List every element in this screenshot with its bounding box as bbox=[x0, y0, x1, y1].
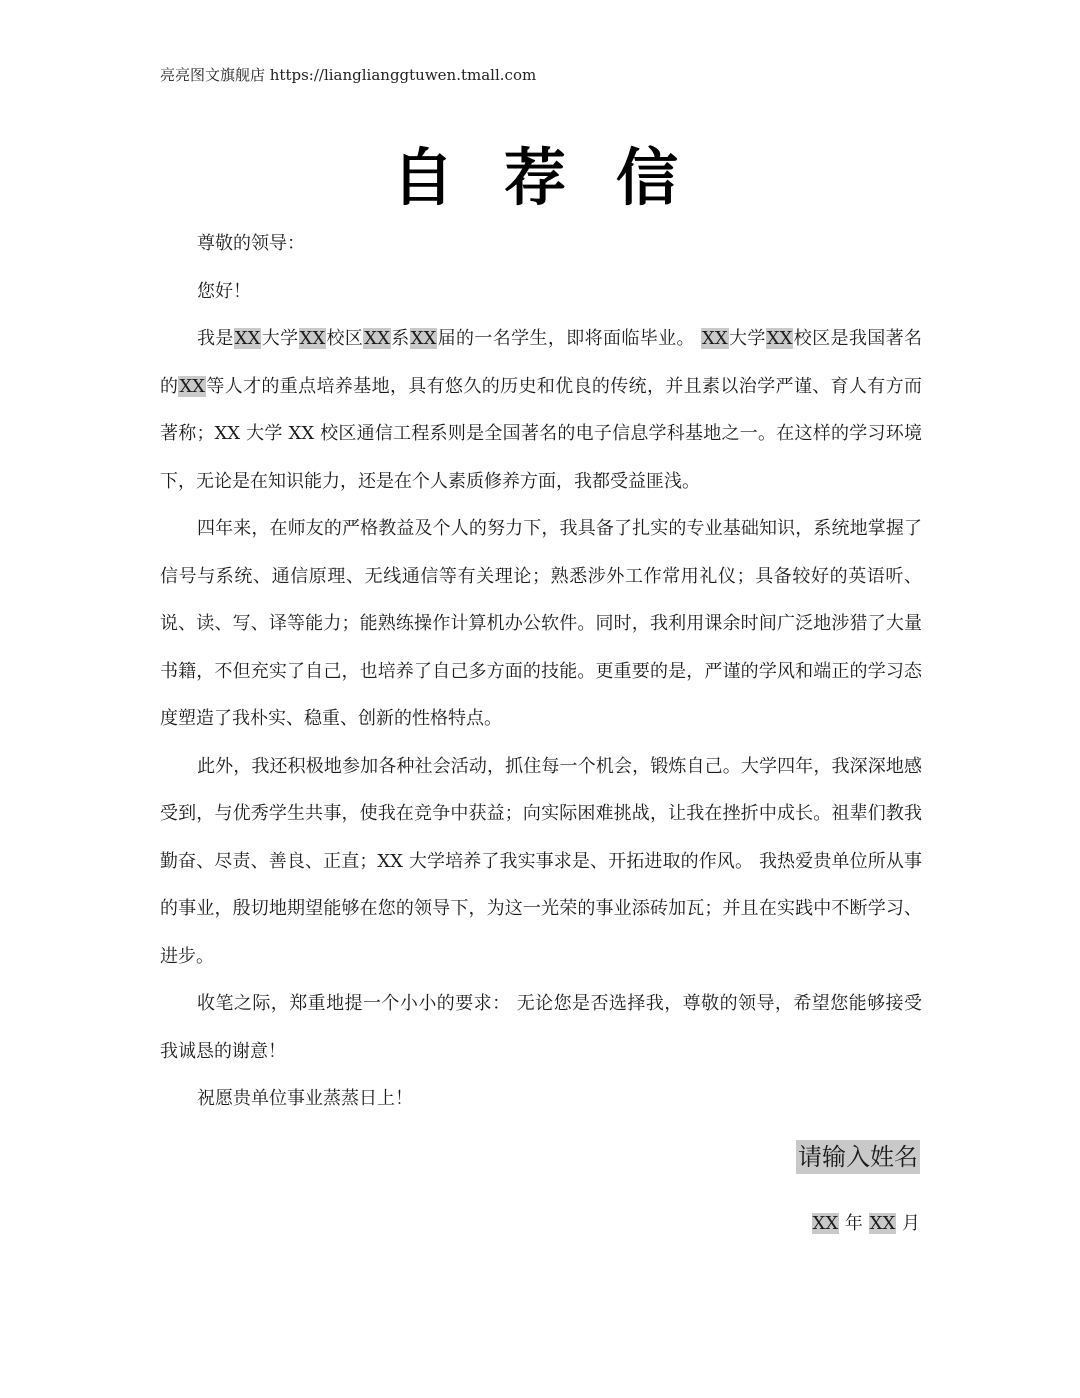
month-field[interactable]: XX bbox=[869, 1213, 896, 1234]
year-unit: 年 bbox=[844, 1213, 863, 1234]
paragraph-1 bbox=[160, 315, 922, 505]
text-run: 系 bbox=[390, 328, 410, 349]
text-run: 校区是我国著名的 bbox=[160, 328, 923, 397]
text-run: 我是 bbox=[197, 328, 234, 349]
paragraph-4: 收笔之际，郑重地提一个小小的要求： 无论您是否选择我，尊敬的领导，希望您能够接受我诚恳的谢意！ bbox=[160, 993, 922, 1062]
greeting: 您好！ bbox=[197, 280, 251, 302]
letter-body bbox=[160, 220, 922, 1123]
closing-line: 祝愿贵单位事业蒸蒸日上！ bbox=[197, 1088, 413, 1109]
signature-field[interactable]: 请输入姓名 bbox=[796, 1140, 920, 1174]
header-text: 亮亮图文旗舰店 https://lianglianggtuwen.tmall.com bbox=[160, 66, 537, 84]
text-run: 大学 bbox=[728, 328, 766, 349]
month-unit: 月 bbox=[902, 1213, 920, 1234]
paragraph-3: 此外，我还积极地参加各种社会活动，抓住每一个机会，锻炼自己。大学四年，我深深地感受到，与优秀学生共事，使我在竞争中获益；向实际困难挑战，让我在挫折中成长。祖辈们教我勤奋、尽责、善良、正直；XX 大学培养了我实事求是、开拓进取的作风。 我热爱贵单位所从事的事业，殷切地期望能够在您的领导下，为这一光荣的事业添砖加瓦；并且在实践中不断学习、进步。 bbox=[160, 755, 922, 967]
paragraph-2: 四年来，在师友的严格教益及个人的努力下，我具备了扎实的专业基础知识，系统地掌握了信号与系统、通信原理、无线通信等有关理论；熟悉涉外工作常用礼仪；具备较好的英语听、说、读、写、译等能力；能熟练操作计算机办公软件。同时，我利用课余时间广泛地涉猎了大量书籍，不但充实了自己，也培养了自己多方面的技能。更重要的是，严谨的学风和端正的学习态度塑造了我朴实、稳重、创新的性格特点。 bbox=[160, 518, 922, 729]
text-run: 等人才的重点培养基地，具有悠久的历史和优良的传统，并且素以治学严谨、育人有方而著称；XX 大学 XX 校区通信工程系则是全国著名的电子信息学科基地之一。在这样的学习环境下，无论是在知识能力，还是在个人素质修养方面，我都受益匪浅。 bbox=[160, 375, 922, 492]
page-title: 自荐信 bbox=[391, 141, 728, 214]
placeholder-field[interactable]: XX bbox=[702, 328, 728, 349]
text-run: 大学 bbox=[261, 328, 299, 349]
placeholder-field[interactable]: XX bbox=[364, 328, 390, 349]
text-run: 校区 bbox=[326, 328, 364, 349]
placeholder-field[interactable]: XX bbox=[766, 328, 793, 349]
placeholder-field[interactable]: XX bbox=[299, 328, 326, 349]
text-run: 届的一名学生，即将面临毕业。 bbox=[437, 328, 695, 349]
placeholder-field[interactable]: XX bbox=[410, 328, 437, 349]
year-field[interactable]: XX bbox=[812, 1213, 839, 1234]
placeholder-field[interactable]: XX bbox=[179, 375, 205, 397]
date-line bbox=[812, 1208, 920, 1240]
placeholder-field[interactable]: XX bbox=[234, 328, 261, 349]
salutation: 尊敬的领导： bbox=[197, 233, 305, 254]
